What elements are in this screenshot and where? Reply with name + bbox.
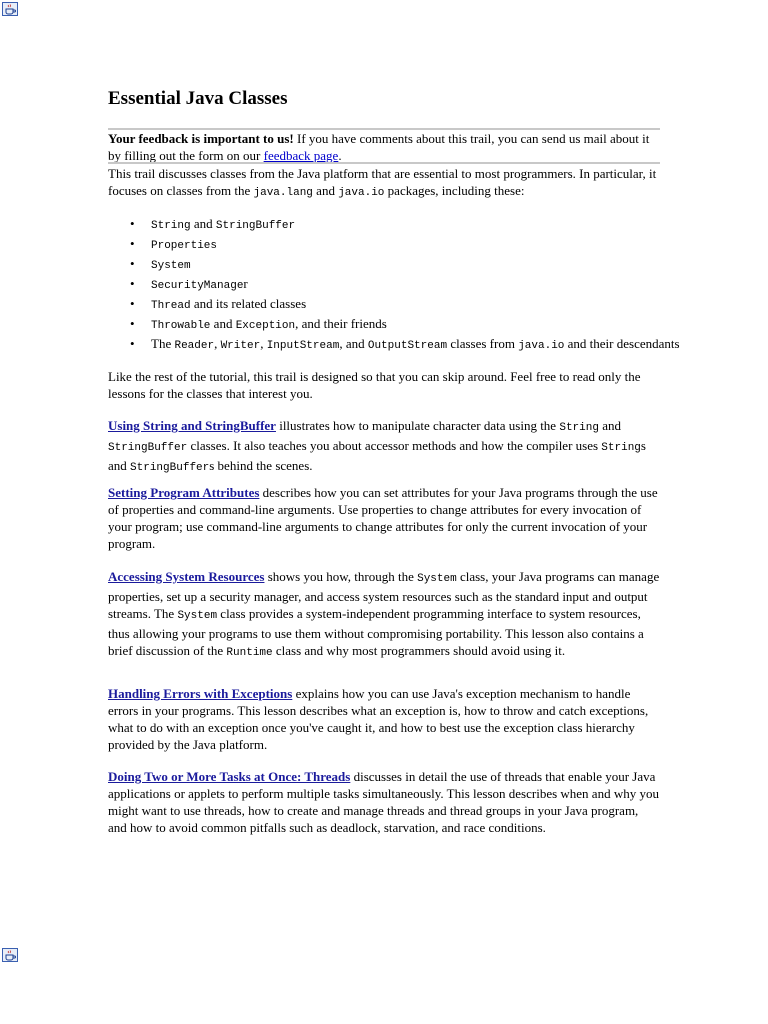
page-title: Essential Java Classes (108, 88, 288, 109)
lesson-props-paragraph: Setting Program Attributes describes how you can set attributes for your Java programs through the use of properties and command-line arguments. Use properties to change attributes for every invocation of your program; use command-line arguments to change attributes for only the current invocation of your program. (108, 485, 658, 551)
lesson-threads-paragraph: Doing Two or More Tasks at Once: Threads discusses in detail the use of threads that enable your Java applications or applets to perform multiple tasks simultaneously. This lesson describes when and why you might want to use threads, how to create and manage threads and thread groups in your Java program, and how to avoid common pitfalls such as deadlock, starvation, and race conditions. (108, 769, 659, 835)
list-item: • Properties (151, 235, 703, 255)
feedback-page-link[interactable]: feedback page (263, 148, 339, 163)
list-item: • Throwable and Exception, and their friends (151, 315, 703, 335)
lesson-link-system-resources[interactable]: Accessing System Resources (108, 569, 265, 584)
list-item: • System (151, 255, 703, 275)
skip-around-paragraph: Like the rest of the tutorial, this trail is designed so that you can skip around. Feel free to read only the lessons for the classes that interest you. (108, 369, 641, 401)
lesson-link-attributes[interactable]: Setting Program Attributes (108, 485, 260, 500)
feedback-bold: Your feedback is important to us! (108, 131, 294, 146)
list-item: • String and StringBuffer (151, 215, 703, 235)
divider (108, 162, 660, 164)
intro-paragraph: This trail discusses classes from the Java platform that are essential to most programmers. In particular, it focuses on classes from the java.lang and java.io packages, including these: (108, 166, 657, 199)
lesson-errors-paragraph: Handling Errors with Exceptions explains how you can use Java's exception mechanism to handle errors in your programs. This lesson describes what an exception is, how to throw and catch exceptions, what to do with an exception once you've caught it, and how to best use the exception class hierarchy provided by the Java platform. (108, 686, 649, 752)
lesson-link-threads[interactable]: Doing Two or More Tasks at Once: Threads (108, 769, 351, 784)
lesson-link-exceptions[interactable]: Handling Errors with Exceptions (108, 686, 293, 701)
lesson-string-paragraph: Using String and StringBuffer illustrates how to manipulate character data using the String and StringBuffer classes. It also teaches you about accessor methods and how the compiler uses Strings and StringBuffers behind the scenes. (108, 418, 646, 474)
java-cup-icon[interactable] (2, 948, 18, 962)
java-cup-icon[interactable] (2, 2, 18, 16)
list-item: • Thread and its related classes (151, 295, 703, 315)
lesson-system-paragraph: Accessing System Resources shows you how, through the System class, your Java programs can manage properties, set up a security manager, and access system resources such as the standard input and output streams. The System class provides a system-independent programming interface to system resources, thus allowing your programs to use them without compromising portability. This lesson also contains a brief discussion of the Runtime class and why most programmers should avoid using it. (108, 569, 660, 659)
lesson-link-string[interactable]: Using String and StringBuffer (108, 418, 276, 433)
list-item: • SecurityManager (151, 275, 703, 295)
list-item: • The Reader, Writer, InputStream, and OutputStream classes from java.io and their descendants (151, 335, 703, 355)
feedback-notice: Your feedback is important to us! If you have comments about this trail, you can send us mail about it by filling out the form on our feedback page. (108, 131, 650, 163)
class-list (108, 215, 703, 355)
